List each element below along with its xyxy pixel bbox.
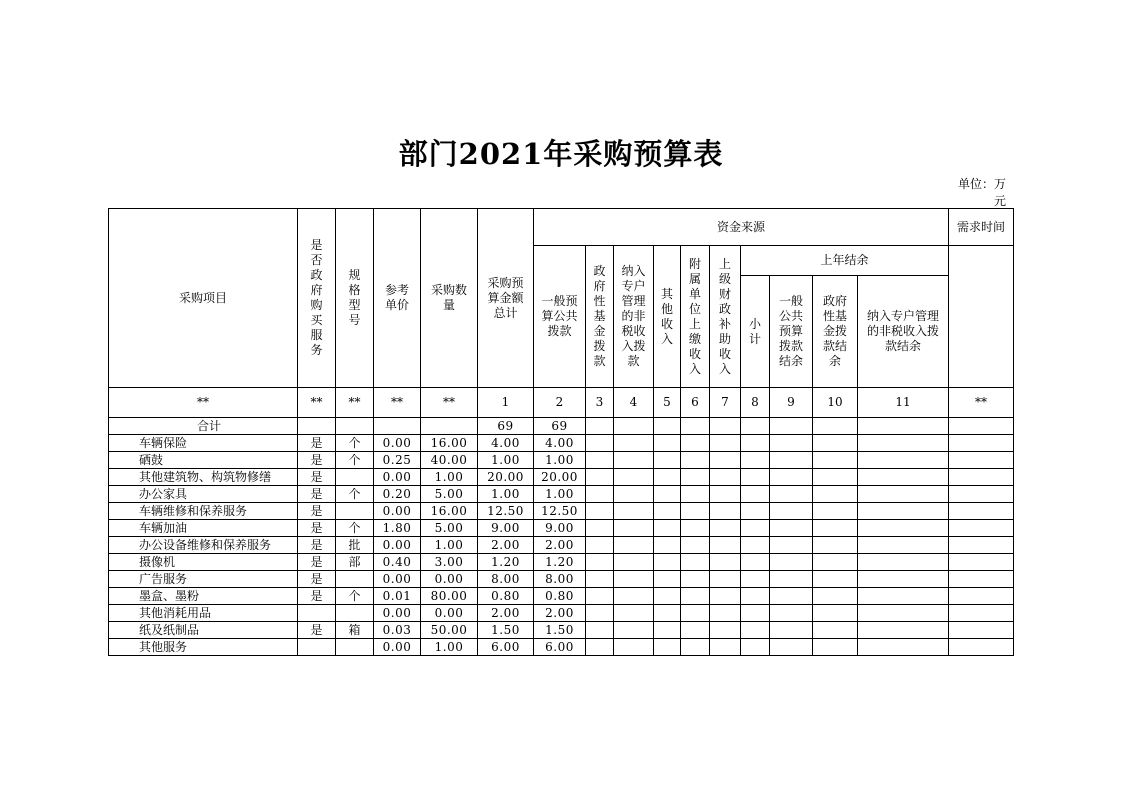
cell-general: 0.80 xyxy=(534,588,586,605)
cell-item: 办公设备维修和保养服务 xyxy=(109,537,298,554)
cell-empty xyxy=(949,452,1014,469)
table-row xyxy=(109,469,1014,486)
cell-item: 其他服务 xyxy=(109,639,298,656)
cell-empty xyxy=(586,537,614,554)
cell-empty xyxy=(770,435,813,452)
cell-spec: 个 xyxy=(336,520,374,537)
cell-general: 4.00 xyxy=(534,435,586,452)
cell-empty xyxy=(586,452,614,469)
cell-gov: 是 xyxy=(298,469,336,486)
cell-empty xyxy=(741,418,770,435)
cell-empty xyxy=(949,622,1014,639)
cell-empty xyxy=(710,537,741,554)
cell-empty xyxy=(710,503,741,520)
code-cell: 2 xyxy=(534,388,586,418)
cell-empty xyxy=(614,418,654,435)
code-cell: ** xyxy=(336,388,374,418)
cell-empty xyxy=(614,469,654,486)
cell-empty xyxy=(614,605,654,622)
cell-price: 0.03 xyxy=(374,622,421,639)
code-cell: ** xyxy=(298,388,336,418)
header-fund-source: 资金来源 xyxy=(534,209,949,246)
cell-empty xyxy=(681,435,710,452)
cell-empty xyxy=(710,486,741,503)
cell-total: 8.00 xyxy=(478,571,534,588)
table-row xyxy=(109,520,1014,537)
cell-qty: 50.00 xyxy=(421,622,478,639)
cell-general: 1.00 xyxy=(534,452,586,469)
cell-empty xyxy=(858,605,949,622)
cell-empty xyxy=(813,537,858,554)
cell-empty xyxy=(770,520,813,537)
cell-empty xyxy=(770,622,813,639)
cell-empty xyxy=(813,571,858,588)
cell-spec: 个 xyxy=(336,435,374,452)
cell-empty xyxy=(710,452,741,469)
cell-empty xyxy=(741,605,770,622)
cell-empty xyxy=(654,639,681,656)
cell-qty: 40.00 xyxy=(421,452,478,469)
cell-empty xyxy=(741,452,770,469)
page-title: 部门2021年采购预算表 xyxy=(398,137,724,171)
cell-price: 0.00 xyxy=(374,571,421,588)
cell-empty xyxy=(813,469,858,486)
cell-empty xyxy=(770,605,813,622)
cell-gov xyxy=(298,605,336,622)
cell-spec: 箱 xyxy=(336,622,374,639)
cell-spec xyxy=(336,503,374,520)
cell-total: 1.50 xyxy=(478,622,534,639)
cell-empty xyxy=(654,537,681,554)
cell-empty xyxy=(770,503,813,520)
cell-price: 0.00 xyxy=(374,435,421,452)
cell-spec: 个 xyxy=(336,486,374,503)
cell-empty xyxy=(586,554,614,571)
cell-gov xyxy=(298,418,336,435)
cell-empty xyxy=(710,622,741,639)
cell-qty: 5.00 xyxy=(421,520,478,537)
table-row xyxy=(109,622,1014,639)
cell-general: 12.50 xyxy=(534,503,586,520)
cell-empty xyxy=(858,588,949,605)
cell-empty xyxy=(949,571,1014,588)
cell-qty: 16.00 xyxy=(421,503,478,520)
cell-qty: 0.00 xyxy=(421,571,478,588)
cell-item: 其他消耗用品 xyxy=(109,605,298,622)
cell-empty xyxy=(858,452,949,469)
cell-empty xyxy=(813,452,858,469)
header-total-budget: 采购预 算金额 总计 xyxy=(478,209,534,388)
cell-empty xyxy=(770,486,813,503)
header-last-year: 上年结余 xyxy=(741,246,949,276)
cell-qty: 1.00 xyxy=(421,469,478,486)
cell-empty xyxy=(949,554,1014,571)
cell-empty xyxy=(949,435,1014,452)
cell-empty xyxy=(654,622,681,639)
cell-empty xyxy=(654,554,681,571)
header-gov-buy: 是 否 政 府 购 买 服 务 xyxy=(298,209,336,388)
code-cell: 3 xyxy=(586,388,614,418)
cell-item: 车辆加油 xyxy=(109,520,298,537)
cell-price: 0.40 xyxy=(374,554,421,571)
cell-qty: 1.00 xyxy=(421,639,478,656)
cell-empty xyxy=(614,452,654,469)
cell-empty xyxy=(770,469,813,486)
cell-qty: 0.00 xyxy=(421,605,478,622)
cell-empty xyxy=(586,639,614,656)
cell-empty xyxy=(681,639,710,656)
cell-empty xyxy=(710,554,741,571)
cell-empty xyxy=(741,486,770,503)
cell-empty xyxy=(614,486,654,503)
cell-gov: 是 xyxy=(298,588,336,605)
cell-empty xyxy=(681,418,710,435)
cell-gov: 是 xyxy=(298,435,336,452)
cell-total: 2.00 xyxy=(478,605,534,622)
cell-empty xyxy=(710,418,741,435)
cell-empty xyxy=(741,520,770,537)
cell-gov: 是 xyxy=(298,622,336,639)
cell-empty xyxy=(741,435,770,452)
cell-gov: 是 xyxy=(298,554,336,571)
code-cell: ** xyxy=(109,388,298,418)
cell-item: 合计 xyxy=(109,418,298,435)
cell-empty xyxy=(681,554,710,571)
cell-item: 办公家具 xyxy=(109,486,298,503)
cell-total: 1.00 xyxy=(478,486,534,503)
cell-qty: 16.00 xyxy=(421,435,478,452)
cell-empty xyxy=(654,486,681,503)
header-general-budget: 一般预 算公共 拨款 xyxy=(534,246,586,388)
cell-empty xyxy=(741,469,770,486)
cell-empty xyxy=(741,639,770,656)
procurement-budget-table xyxy=(108,208,1014,656)
cell-empty xyxy=(770,418,813,435)
code-cell: 9 xyxy=(770,388,813,418)
cell-empty xyxy=(681,588,710,605)
cell-empty xyxy=(654,452,681,469)
cell-qty xyxy=(421,418,478,435)
cell-empty xyxy=(813,486,858,503)
cell-spec xyxy=(336,605,374,622)
cell-empty xyxy=(858,469,949,486)
cell-gov: 是 xyxy=(298,452,336,469)
cell-price: 0.00 xyxy=(374,469,421,486)
header-ly-gov-fund: 政府 性基 金拨 款结 余 xyxy=(813,276,858,388)
cell-item: 硒鼓 xyxy=(109,452,298,469)
cell-empty xyxy=(614,554,654,571)
cell-empty xyxy=(681,571,710,588)
cell-empty xyxy=(586,571,614,588)
cell-gov: 是 xyxy=(298,571,336,588)
table-row xyxy=(109,571,1014,588)
table-row xyxy=(109,486,1014,503)
cell-empty xyxy=(681,537,710,554)
cell-empty xyxy=(654,435,681,452)
code-row xyxy=(109,388,1014,418)
cell-empty xyxy=(741,588,770,605)
header-spec: 规 格 型 号 xyxy=(336,209,374,388)
cell-empty xyxy=(813,554,858,571)
cell-gov xyxy=(298,639,336,656)
header-gov-fund: 政 府 性 基 金 拨 款 xyxy=(586,246,614,388)
header-subtotal: 小 计 xyxy=(741,276,770,388)
header-ly-general: 一般 公共 预算 拨款 结余 xyxy=(770,276,813,388)
cell-empty xyxy=(586,503,614,520)
cell-price: 0.00 xyxy=(374,537,421,554)
cell-empty xyxy=(770,639,813,656)
cell-qty: 80.00 xyxy=(421,588,478,605)
cell-empty xyxy=(858,571,949,588)
cell-item: 墨盒、墨粉 xyxy=(109,588,298,605)
cell-general: 2.00 xyxy=(534,605,586,622)
cell-empty xyxy=(813,639,858,656)
cell-empty xyxy=(614,588,654,605)
cell-empty xyxy=(741,503,770,520)
code-cell: 5 xyxy=(654,388,681,418)
cell-empty xyxy=(654,588,681,605)
cell-empty xyxy=(586,520,614,537)
cell-price: 0.00 xyxy=(374,503,421,520)
cell-empty xyxy=(949,605,1014,622)
cell-empty xyxy=(614,435,654,452)
cell-empty xyxy=(858,520,949,537)
table-row xyxy=(109,435,1014,452)
cell-empty xyxy=(858,503,949,520)
code-cell: ** xyxy=(374,388,421,418)
cell-empty xyxy=(858,622,949,639)
header-unit-price: 参考 单价 xyxy=(374,209,421,388)
cell-empty xyxy=(949,503,1014,520)
cell-empty xyxy=(949,418,1014,435)
cell-empty xyxy=(586,622,614,639)
cell-empty xyxy=(681,452,710,469)
cell-price: 1.80 xyxy=(374,520,421,537)
cell-empty xyxy=(710,605,741,622)
cell-spec xyxy=(336,571,374,588)
cell-total: 1.00 xyxy=(478,452,534,469)
cell-total: 2.00 xyxy=(478,537,534,554)
cell-empty xyxy=(586,486,614,503)
cell-general: 1.00 xyxy=(534,486,586,503)
cell-empty xyxy=(858,537,949,554)
cell-total: 69 xyxy=(478,418,534,435)
cell-empty xyxy=(681,622,710,639)
cell-total: 12.50 xyxy=(478,503,534,520)
cell-empty xyxy=(813,520,858,537)
cell-general: 8.00 xyxy=(534,571,586,588)
cell-empty xyxy=(813,605,858,622)
cell-total: 9.00 xyxy=(478,520,534,537)
cell-general: 1.50 xyxy=(534,622,586,639)
cell-price: 0.00 xyxy=(374,639,421,656)
cell-item: 其他建筑物、构筑物修缮 xyxy=(109,469,298,486)
cell-price: 0.01 xyxy=(374,588,421,605)
table-row xyxy=(109,588,1014,605)
table-row xyxy=(109,554,1014,571)
cell-empty xyxy=(654,605,681,622)
cell-empty xyxy=(949,486,1014,503)
cell-empty xyxy=(586,605,614,622)
cell-empty xyxy=(710,469,741,486)
cell-empty xyxy=(813,622,858,639)
cell-empty xyxy=(586,418,614,435)
cell-general: 69 xyxy=(534,418,586,435)
cell-empty xyxy=(741,622,770,639)
cell-empty xyxy=(813,503,858,520)
cell-total: 1.20 xyxy=(478,554,534,571)
cell-empty xyxy=(710,520,741,537)
cell-empty xyxy=(614,503,654,520)
cell-empty xyxy=(949,469,1014,486)
code-cell: 7 xyxy=(710,388,741,418)
cell-price: 0.20 xyxy=(374,486,421,503)
cell-empty xyxy=(681,605,710,622)
cell-item: 广告服务 xyxy=(109,571,298,588)
header-demand-time: 需求时间 xyxy=(949,209,1014,246)
cell-empty xyxy=(681,503,710,520)
cell-empty xyxy=(586,588,614,605)
cell-spec: 个 xyxy=(336,452,374,469)
code-cell: 11 xyxy=(858,388,949,418)
cell-empty xyxy=(710,639,741,656)
cell-empty xyxy=(813,588,858,605)
cell-gov: 是 xyxy=(298,486,336,503)
cell-spec: 个 xyxy=(336,588,374,605)
cell-empty xyxy=(858,418,949,435)
cell-empty xyxy=(741,571,770,588)
header-demand-blank xyxy=(949,246,1014,388)
cell-empty xyxy=(741,554,770,571)
cell-gov: 是 xyxy=(298,520,336,537)
code-cell: 8 xyxy=(741,388,770,418)
cell-general: 20.00 xyxy=(534,469,586,486)
table-row xyxy=(109,503,1014,520)
cell-empty xyxy=(586,435,614,452)
cell-gov: 是 xyxy=(298,537,336,554)
cell-empty xyxy=(858,486,949,503)
cell-empty xyxy=(813,435,858,452)
cell-empty xyxy=(654,520,681,537)
cell-empty xyxy=(614,571,654,588)
cell-total: 0.80 xyxy=(478,588,534,605)
cell-item: 车辆保险 xyxy=(109,435,298,452)
total-row xyxy=(109,418,1014,435)
cell-price: 0.25 xyxy=(374,452,421,469)
unit-label: 单位：万 xyxy=(958,177,1007,191)
header-ly-nontax: 纳入专户管理 的非税收入拨 款结余 xyxy=(858,276,949,388)
header-other-income: 其 他 收 入 xyxy=(654,246,681,388)
cell-empty xyxy=(770,571,813,588)
cell-empty xyxy=(614,537,654,554)
cell-empty xyxy=(770,452,813,469)
cell-empty xyxy=(858,639,949,656)
table-row xyxy=(109,537,1014,554)
cell-total: 6.00 xyxy=(478,639,534,656)
header-quantity: 采购数 量 xyxy=(421,209,478,388)
cell-empty xyxy=(586,469,614,486)
cell-spec xyxy=(336,418,374,435)
header-superior: 上 级 财 政 补 助 收 入 xyxy=(710,246,741,388)
cell-empty xyxy=(681,486,710,503)
code-cell: 10 xyxy=(813,388,858,418)
code-cell: ** xyxy=(421,388,478,418)
table-row xyxy=(109,639,1014,656)
cell-empty xyxy=(710,435,741,452)
cell-empty xyxy=(813,418,858,435)
cell-qty: 1.00 xyxy=(421,537,478,554)
cell-price xyxy=(374,418,421,435)
cell-empty xyxy=(858,554,949,571)
cell-empty xyxy=(654,418,681,435)
cell-spec xyxy=(336,469,374,486)
code-cell: 1 xyxy=(478,388,534,418)
cell-empty xyxy=(770,588,813,605)
code-cell: ** xyxy=(949,388,1014,418)
cell-empty xyxy=(614,520,654,537)
cell-empty xyxy=(710,571,741,588)
table-row xyxy=(109,452,1014,469)
cell-total: 4.00 xyxy=(478,435,534,452)
cell-general: 2.00 xyxy=(534,537,586,554)
cell-empty xyxy=(654,571,681,588)
table-row xyxy=(109,605,1014,622)
cell-general: 6.00 xyxy=(534,639,586,656)
cell-empty xyxy=(681,520,710,537)
cell-empty xyxy=(949,639,1014,656)
cell-empty xyxy=(614,622,654,639)
cell-empty xyxy=(858,435,949,452)
unit-label-2: 元 xyxy=(994,194,1007,208)
cell-gov: 是 xyxy=(298,503,336,520)
cell-empty xyxy=(614,639,654,656)
cell-empty xyxy=(949,588,1014,605)
cell-empty xyxy=(949,537,1014,554)
cell-general: 1.20 xyxy=(534,554,586,571)
header-item: 采购项目 xyxy=(109,209,298,388)
cell-empty xyxy=(770,554,813,571)
code-cell: 4 xyxy=(614,388,654,418)
cell-item: 摄像机 xyxy=(109,554,298,571)
cell-spec: 批 xyxy=(336,537,374,554)
cell-empty xyxy=(654,503,681,520)
cell-general: 9.00 xyxy=(534,520,586,537)
cell-empty xyxy=(770,537,813,554)
cell-empty xyxy=(654,469,681,486)
cell-empty xyxy=(949,520,1014,537)
cell-item: 车辆维修和保养服务 xyxy=(109,503,298,520)
cell-price: 0.00 xyxy=(374,605,421,622)
code-cell: 6 xyxy=(681,388,710,418)
cell-empty xyxy=(681,469,710,486)
cell-qty: 3.00 xyxy=(421,554,478,571)
cell-item: 纸及纸制品 xyxy=(109,622,298,639)
header-nontax: 纳入 专户 管理 的非 税收 入拨 款 xyxy=(614,246,654,388)
cell-spec xyxy=(336,639,374,656)
cell-qty: 5.00 xyxy=(421,486,478,503)
cell-total: 20.00 xyxy=(478,469,534,486)
cell-empty xyxy=(741,537,770,554)
cell-empty xyxy=(710,588,741,605)
header-affiliated: 附 属 单 位 上 缴 收 入 xyxy=(681,246,710,388)
data-rows xyxy=(109,418,1014,656)
cell-spec: 部 xyxy=(336,554,374,571)
